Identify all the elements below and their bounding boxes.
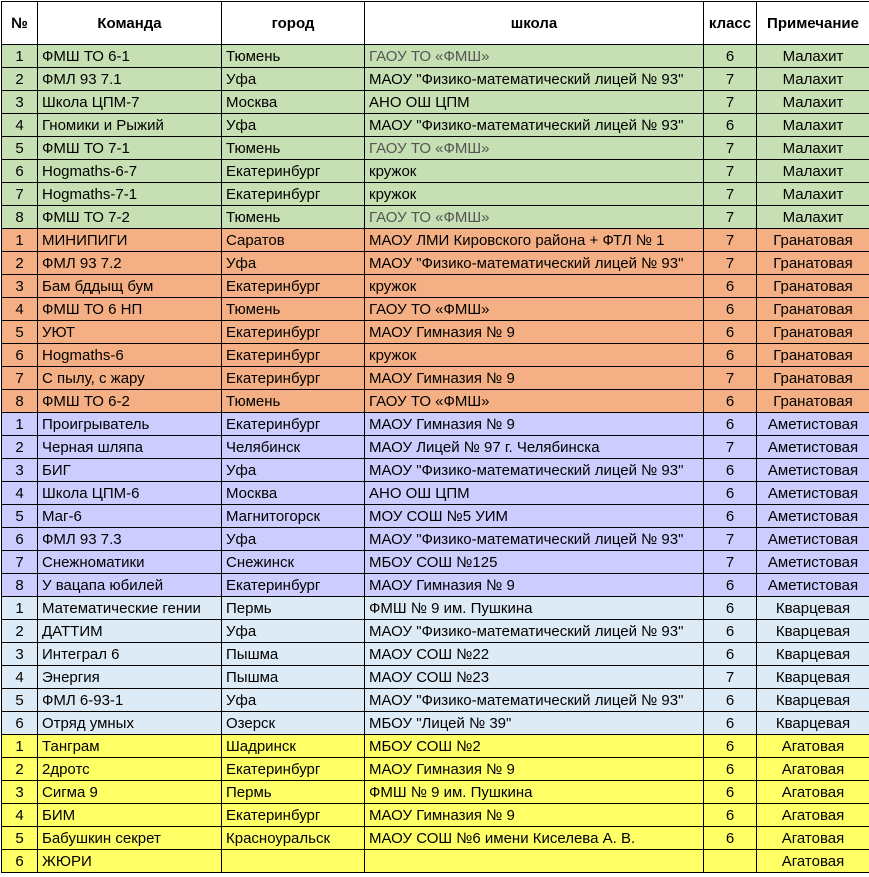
cell-team: Проигрыватель: [38, 413, 222, 436]
cell-num: 1: [2, 735, 38, 758]
cell-note: Агатовая: [757, 850, 869, 873]
table-row: [2, 597, 869, 620]
table-row: [2, 689, 869, 712]
cell-num: 7: [2, 367, 38, 390]
cell-city: Пермь: [222, 781, 365, 804]
cell-city: Екатеринбург: [222, 413, 365, 436]
cell-school: МАОУ "Физико-математический лицей № 93": [365, 459, 704, 482]
cell-team: ФМЛ 93 7.1: [38, 68, 222, 91]
cell-grade: 7: [704, 160, 757, 183]
cell-num: 2: [2, 252, 38, 275]
cell-team: Гномики и Рыжий: [38, 114, 222, 137]
cell-city: Москва: [222, 91, 365, 114]
cell-num: 1: [2, 413, 38, 436]
table-row: [2, 436, 869, 459]
cell-num: 6: [2, 850, 38, 873]
teams-table: [1, 1, 869, 873]
cell-note: Гранатовая: [757, 390, 869, 413]
cell-city: Екатеринбург: [222, 804, 365, 827]
cell-school: АНО ОШ ЦПМ: [365, 482, 704, 505]
cell-num: 1: [2, 45, 38, 68]
cell-team: ФМЛ 6-93-1: [38, 689, 222, 712]
cell-num: 5: [2, 137, 38, 160]
cell-note: Агатовая: [757, 735, 869, 758]
cell-team: ДАТТИМ: [38, 620, 222, 643]
cell-team: Маг-6: [38, 505, 222, 528]
cell-num: 4: [2, 114, 38, 137]
cell-team: Hogmaths-6-7: [38, 160, 222, 183]
cell-grade: 6: [704, 827, 757, 850]
table-body: [2, 45, 869, 873]
cell-note: Малахит: [757, 160, 869, 183]
cell-school: МАОУ "Физико-математический лицей № 93": [365, 68, 704, 91]
table-row: [2, 298, 869, 321]
cell-school: МАОУ "Физико-математический лицей № 93": [365, 252, 704, 275]
cell-city: Снежинск: [222, 551, 365, 574]
cell-grade: 7: [704, 229, 757, 252]
cell-school: ГАОУ ТО «ФМШ»: [365, 390, 704, 413]
header-grade: класс: [704, 2, 757, 45]
cell-team: ФМШ ТО 6 НП: [38, 298, 222, 321]
cell-grade: 7: [704, 436, 757, 459]
cell-team: Отряд умных: [38, 712, 222, 735]
cell-team: ФМШ ТО 6-2: [38, 390, 222, 413]
cell-city: Уфа: [222, 459, 365, 482]
cell-note: Кварцевая: [757, 643, 869, 666]
cell-num: 6: [2, 344, 38, 367]
cell-school: ФМШ № 9 им. Пушкина: [365, 781, 704, 804]
cell-grade: 6: [704, 505, 757, 528]
cell-city: Тюмень: [222, 390, 365, 413]
cell-school: ФМШ № 9 им. Пушкина: [365, 597, 704, 620]
cell-school: МАОУ ЛМИ Кировского района + ФТЛ № 1: [365, 229, 704, 252]
table-row: [2, 68, 869, 91]
cell-note: Агатовая: [757, 804, 869, 827]
cell-team: ФМЛ 93 7.3: [38, 528, 222, 551]
cell-num: 3: [2, 275, 38, 298]
cell-school: ГАОУ ТО «ФМШ»: [365, 45, 704, 68]
cell-city: Тюмень: [222, 45, 365, 68]
cell-school: кружок: [365, 183, 704, 206]
cell-num: 1: [2, 597, 38, 620]
table-row: [2, 850, 869, 873]
table-row: [2, 620, 869, 643]
cell-note: Гранатовая: [757, 229, 869, 252]
cell-grade: 7: [704, 252, 757, 275]
table-row: [2, 206, 869, 229]
table-row: [2, 252, 869, 275]
cell-num: 8: [2, 574, 38, 597]
cell-school: МБОУ СОШ №125: [365, 551, 704, 574]
cell-num: 4: [2, 482, 38, 505]
cell-num: 3: [2, 91, 38, 114]
cell-num: 3: [2, 643, 38, 666]
cell-note: Кварцевая: [757, 666, 869, 689]
cell-note: Малахит: [757, 183, 869, 206]
cell-grade: 6: [704, 459, 757, 482]
cell-city: Москва: [222, 482, 365, 505]
cell-num: 6: [2, 712, 38, 735]
cell-note: Малахит: [757, 91, 869, 114]
cell-city: Екатеринбург: [222, 160, 365, 183]
cell-team: Бабушкин секрет: [38, 827, 222, 850]
table-row: [2, 712, 869, 735]
cell-city: Магнитогорск: [222, 505, 365, 528]
table-row: [2, 367, 869, 390]
cell-team: Сигма 9: [38, 781, 222, 804]
cell-city: Саратов: [222, 229, 365, 252]
cell-grade: 6: [704, 344, 757, 367]
cell-note: Малахит: [757, 68, 869, 91]
cell-school: МАОУ Гимназия № 9: [365, 574, 704, 597]
cell-team: МИНИПИГИ: [38, 229, 222, 252]
cell-city: Пермь: [222, 597, 365, 620]
cell-city: Тюмень: [222, 298, 365, 321]
cell-school: ГАОУ ТО «ФМШ»: [365, 298, 704, 321]
cell-school: МБОУ СОШ №2: [365, 735, 704, 758]
cell-note: Малахит: [757, 45, 869, 68]
table-header-row: [2, 2, 869, 45]
cell-team: ФМШ ТО 7-2: [38, 206, 222, 229]
cell-grade: 6: [704, 689, 757, 712]
cell-city: Екатеринбург: [222, 367, 365, 390]
cell-school: МАОУ Гимназия № 9: [365, 321, 704, 344]
cell-note: Аметистовая: [757, 551, 869, 574]
cell-num: 1: [2, 229, 38, 252]
cell-num: 4: [2, 298, 38, 321]
cell-note: Аметистовая: [757, 413, 869, 436]
cell-city: Уфа: [222, 114, 365, 137]
cell-note: Агатовая: [757, 758, 869, 781]
table-row: [2, 643, 869, 666]
cell-note: Агатовая: [757, 781, 869, 804]
cell-team: Интеграл 6: [38, 643, 222, 666]
cell-team: ЖЮРИ: [38, 850, 222, 873]
cell-team: Энергия: [38, 666, 222, 689]
cell-team: Школа ЦПМ-7: [38, 91, 222, 114]
cell-city: Тюмень: [222, 137, 365, 160]
cell-num: 5: [2, 827, 38, 850]
cell-team: БИГ: [38, 459, 222, 482]
cell-num: 7: [2, 183, 38, 206]
table-row: [2, 781, 869, 804]
cell-grade: 6: [704, 298, 757, 321]
cell-note: Кварцевая: [757, 620, 869, 643]
table-row: [2, 413, 869, 436]
table-row: [2, 344, 869, 367]
cell-city: Тюмень: [222, 206, 365, 229]
cell-school: ГАОУ ТО «ФМШ»: [365, 137, 704, 160]
cell-school: МАОУ "Физико-математический лицей № 93": [365, 620, 704, 643]
cell-note: Гранатовая: [757, 298, 869, 321]
table-row: [2, 758, 869, 781]
cell-num: 2: [2, 436, 38, 459]
cell-note: Кварцевая: [757, 712, 869, 735]
table-row: [2, 229, 869, 252]
cell-num: 3: [2, 459, 38, 482]
table-row: [2, 735, 869, 758]
table-row: [2, 45, 869, 68]
cell-grade: 6: [704, 643, 757, 666]
header-team: Команда: [38, 2, 222, 45]
table-row: [2, 390, 869, 413]
cell-grade: 7: [704, 183, 757, 206]
cell-team: Математические гении: [38, 597, 222, 620]
cell-school: МАОУ СОШ №23: [365, 666, 704, 689]
cell-city: Екатеринбург: [222, 183, 365, 206]
cell-num: 5: [2, 505, 38, 528]
cell-city: Пышма: [222, 643, 365, 666]
cell-num: 6: [2, 528, 38, 551]
cell-school: ГАОУ ТО «ФМШ»: [365, 206, 704, 229]
cell-grade: 6: [704, 804, 757, 827]
cell-grade: 7: [704, 91, 757, 114]
cell-grade: 6: [704, 758, 757, 781]
cell-team: УЮТ: [38, 321, 222, 344]
cell-team: С пылу, с жару: [38, 367, 222, 390]
cell-city: Шадринск: [222, 735, 365, 758]
cell-note: Аметистовая: [757, 459, 869, 482]
cell-city: Челябинск: [222, 436, 365, 459]
cell-grade: 6: [704, 45, 757, 68]
cell-num: 6: [2, 160, 38, 183]
header-num: №: [2, 2, 38, 45]
header-note: Примечание: [757, 2, 869, 45]
table-row: [2, 160, 869, 183]
table-row: [2, 275, 869, 298]
cell-note: Аметистовая: [757, 574, 869, 597]
cell-num: 5: [2, 321, 38, 344]
cell-num: 7: [2, 551, 38, 574]
cell-note: Гранатовая: [757, 344, 869, 367]
cell-grade: 6: [704, 114, 757, 137]
cell-school: МБОУ "Лицей № 39": [365, 712, 704, 735]
cell-num: 5: [2, 689, 38, 712]
cell-num: 2: [2, 620, 38, 643]
cell-grade: 6: [704, 482, 757, 505]
cell-note: Гранатовая: [757, 367, 869, 390]
table-row: [2, 528, 869, 551]
header-city: город: [222, 2, 365, 45]
table-row: [2, 551, 869, 574]
cell-grade: 6: [704, 413, 757, 436]
cell-city: Уфа: [222, 252, 365, 275]
cell-city: Екатеринбург: [222, 574, 365, 597]
header-school: школа: [365, 2, 704, 45]
cell-team: БИМ: [38, 804, 222, 827]
cell-num: 4: [2, 804, 38, 827]
cell-grade: 7: [704, 666, 757, 689]
cell-grade: 7: [704, 68, 757, 91]
table-row: [2, 574, 869, 597]
cell-school: МОУ СОШ №5 УИМ: [365, 505, 704, 528]
cell-num: 8: [2, 206, 38, 229]
cell-grade: 6: [704, 712, 757, 735]
cell-grade: 6: [704, 735, 757, 758]
cell-school: кружок: [365, 160, 704, 183]
cell-school: МАОУ "Физико-математический лицей № 93": [365, 528, 704, 551]
cell-team: Снежноматики: [38, 551, 222, 574]
cell-note: Агатовая: [757, 827, 869, 850]
table-row: [2, 482, 869, 505]
cell-num: 4: [2, 666, 38, 689]
cell-note: Гранатовая: [757, 321, 869, 344]
table-row: [2, 666, 869, 689]
cell-note: Кварцевая: [757, 689, 869, 712]
cell-num: 2: [2, 758, 38, 781]
cell-school: кружок: [365, 344, 704, 367]
cell-grade: 7: [704, 551, 757, 574]
cell-team: Черная шляпа: [38, 436, 222, 459]
cell-team: Танграм: [38, 735, 222, 758]
cell-num: 3: [2, 781, 38, 804]
table-row: [2, 321, 869, 344]
cell-school: МАОУ Гимназия № 9: [365, 367, 704, 390]
cell-school: [365, 850, 704, 873]
cell-grade: 6: [704, 275, 757, 298]
cell-grade: 7: [704, 137, 757, 160]
cell-city: Уфа: [222, 620, 365, 643]
cell-note: Кварцевая: [757, 597, 869, 620]
cell-city: Екатеринбург: [222, 275, 365, 298]
cell-school: кружок: [365, 275, 704, 298]
cell-grade: 6: [704, 620, 757, 643]
cell-team: ФМШ ТО 7-1: [38, 137, 222, 160]
table-row: [2, 827, 869, 850]
table-row: [2, 183, 869, 206]
cell-grade: 7: [704, 367, 757, 390]
cell-note: Малахит: [757, 206, 869, 229]
cell-city: Уфа: [222, 689, 365, 712]
cell-team: ФМЛ 93 7.2: [38, 252, 222, 275]
cell-team: ФМШ ТО 6-1: [38, 45, 222, 68]
cell-team: 2дротс: [38, 758, 222, 781]
cell-city: Екатеринбург: [222, 321, 365, 344]
cell-num: 2: [2, 68, 38, 91]
cell-team: Hogmaths-6: [38, 344, 222, 367]
cell-team: Бам бддыщ бум: [38, 275, 222, 298]
cell-city: Озерск: [222, 712, 365, 735]
cell-city: [222, 850, 365, 873]
cell-grade: 6: [704, 597, 757, 620]
cell-grade: 6: [704, 321, 757, 344]
cell-school: МАОУ Гимназия № 9: [365, 804, 704, 827]
table-row: [2, 91, 869, 114]
cell-team: У вацапа юбилей: [38, 574, 222, 597]
cell-note: Малахит: [757, 114, 869, 137]
table-row: [2, 505, 869, 528]
cell-note: Аметистовая: [757, 528, 869, 551]
cell-city: Екатеринбург: [222, 344, 365, 367]
table-row: [2, 137, 869, 160]
cell-note: Гранатовая: [757, 275, 869, 298]
cell-school: МАОУ СОШ №6 имени Киселева А. В.: [365, 827, 704, 850]
cell-city: Пышма: [222, 666, 365, 689]
cell-city: Екатеринбург: [222, 758, 365, 781]
cell-note: Аметистовая: [757, 436, 869, 459]
cell-team: Hogmaths-7-1: [38, 183, 222, 206]
cell-grade: 7: [704, 206, 757, 229]
cell-grade: [704, 850, 757, 873]
cell-city: Уфа: [222, 528, 365, 551]
cell-school: МАОУ СОШ №22: [365, 643, 704, 666]
cell-school: МАОУ Гимназия № 9: [365, 413, 704, 436]
table-row: [2, 804, 869, 827]
cell-city: Красноуральск: [222, 827, 365, 850]
table-row: [2, 459, 869, 482]
cell-team: Школа ЦПМ-6: [38, 482, 222, 505]
cell-grade: 6: [704, 390, 757, 413]
cell-school: АНО ОШ ЦПМ: [365, 91, 704, 114]
cell-city: Уфа: [222, 68, 365, 91]
cell-note: Аметистовая: [757, 505, 869, 528]
cell-note: Гранатовая: [757, 252, 869, 275]
table-row: [2, 114, 869, 137]
cell-school: МАОУ Гимназия № 9: [365, 758, 704, 781]
cell-school: МАОУ "Физико-математический лицей № 93": [365, 689, 704, 712]
cell-note: Аметистовая: [757, 482, 869, 505]
cell-note: Малахит: [757, 137, 869, 160]
cell-grade: 6: [704, 574, 757, 597]
cell-school: МАОУ "Физико-математический лицей № 93": [365, 114, 704, 137]
cell-grade: 7: [704, 528, 757, 551]
cell-grade: 6: [704, 781, 757, 804]
cell-num: 8: [2, 390, 38, 413]
cell-school: МАОУ Лицей № 97 г. Челябинска: [365, 436, 704, 459]
